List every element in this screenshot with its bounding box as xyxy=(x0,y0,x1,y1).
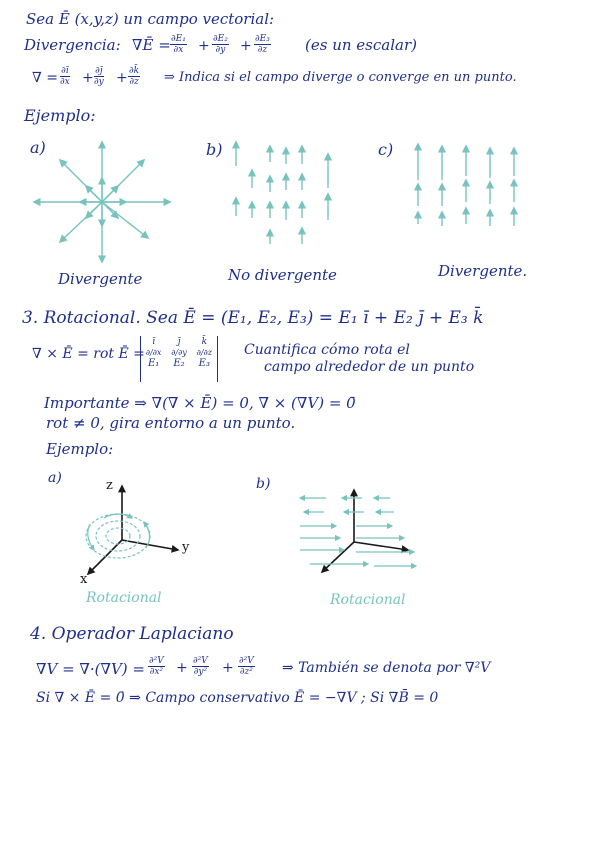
divergence-frac-3: $\frac{\text{∂E₃}}{\partial z}$ xyxy=(255,34,270,55)
laplacian-frac-3: $\frac{\text{∂²V}}{\text{∂z²}}$ xyxy=(239,656,254,677)
rotational-desc-2: campo alrededor de un punto xyxy=(264,359,475,375)
matrix-cell: k̄ xyxy=(201,337,208,347)
intro-line: Sea Ē (x,y,z) un campo vectorial: xyxy=(26,10,275,28)
divergence-lhs: ∇Ē = xyxy=(132,36,171,54)
plus-sign: + xyxy=(116,70,128,86)
rotational-shear-figure xyxy=(296,486,426,586)
divergence-label: Divergencia: xyxy=(24,36,121,54)
matrix-cell: ∂/∂x xyxy=(145,348,162,357)
laplacian-frac-1: $\frac{\text{∂²V}}{\text{∂x²}}$ xyxy=(149,656,164,677)
radial-divergent-field xyxy=(20,130,190,280)
nabla-frac-2: $\frac{\partial j̄}{\partial y}$ xyxy=(94,66,104,87)
rotational-determinant xyxy=(140,336,218,382)
example2-a-label: a) xyxy=(48,470,62,486)
example1-a-caption: Divergente xyxy=(58,270,143,288)
nabla-frac-1: $\frac{\partial ī}{\partial x}$ xyxy=(60,66,70,87)
conservative-field-line: Si ∇ × Ē = 0̄ ⇒ Campo conservativo Ē = −∇V ; Si ∇B̄ = 0 xyxy=(36,690,439,706)
example1-b-caption: No divergente xyxy=(228,266,337,284)
divergent-column-field xyxy=(404,140,524,240)
example2-title: Ejemplo: xyxy=(46,440,114,458)
matrix-cell: E₃ xyxy=(198,358,210,369)
plus-sign: + xyxy=(176,660,188,676)
matrix-cell: ∂/∂z xyxy=(196,348,212,357)
non-divergent-field xyxy=(222,136,342,248)
matrix-cell: ī xyxy=(152,337,156,347)
example1-a-label: a) xyxy=(30,138,46,157)
nabla-note: ⇒ Indica si el campo diverge o converge en un punto. xyxy=(164,70,517,85)
matrix-cell: ∂/∂y xyxy=(171,348,187,357)
example1-c-label: c) xyxy=(378,140,394,159)
matrix-cell: j̄ xyxy=(177,337,181,347)
example2-b-caption: Rotacional xyxy=(330,592,406,608)
example2-a-caption: Rotacional xyxy=(86,590,162,606)
example1-c-caption: Divergente. xyxy=(438,262,528,280)
divergence-note: (es un escalar) xyxy=(305,36,417,54)
laplacian-heading: 4. Operador Laplaciano xyxy=(30,624,234,644)
rotational-heading: 3. Rotacional. Sea Ē = (E₁, E₂, E₃) = E₁ ī + E₂ j̄ + E₃ k̄ xyxy=(22,308,484,328)
example1-b-label: b) xyxy=(206,140,223,159)
plus-sign: + xyxy=(198,38,210,54)
divergence-frac-1: $\frac{\text{∂E₁}}{\partial x}$ xyxy=(171,34,186,55)
plus-sign: + xyxy=(82,70,94,86)
rotational-formula-lhs: ∇ × Ē = rot Ē = xyxy=(32,346,145,362)
nabla-lhs: ∇ = xyxy=(32,70,58,86)
example2-b-label: b) xyxy=(256,476,271,492)
plus-sign: + xyxy=(222,660,234,676)
example1-title: Ejemplo: xyxy=(24,106,96,125)
plus-sign: + xyxy=(240,38,252,54)
laplacian-frac-2: $\frac{\text{∂²V}}{\text{∂y²}}$ xyxy=(193,656,208,677)
axis-z-label: z xyxy=(106,478,113,493)
matrix-cell: E₁ xyxy=(148,358,160,369)
important-identity: Importante ⇒ ∇(∇ × Ē) = 0, ∇ × (∇V) = 0̄ xyxy=(44,394,356,412)
axis-x-label: x xyxy=(80,572,88,587)
rotational-desc-1: Cuantifica cómo rota el xyxy=(244,342,410,358)
rotational-note: rot ≠ 0, gira entorno a un punto. xyxy=(46,414,296,432)
matrix-cell: E₂ xyxy=(173,358,185,369)
axis-y-label: y xyxy=(182,540,190,555)
divergence-frac-2: $\frac{\text{∂E₂}}{\partial y}$ xyxy=(213,34,228,55)
laplacian-lhs: ∇V = ∇·(∇V) = xyxy=(36,660,145,678)
nabla-frac-3: $\frac{\partial k̄}{\partial z}$ xyxy=(129,66,140,87)
laplacian-note: ⇒ También se denota por ∇²V xyxy=(282,660,491,676)
